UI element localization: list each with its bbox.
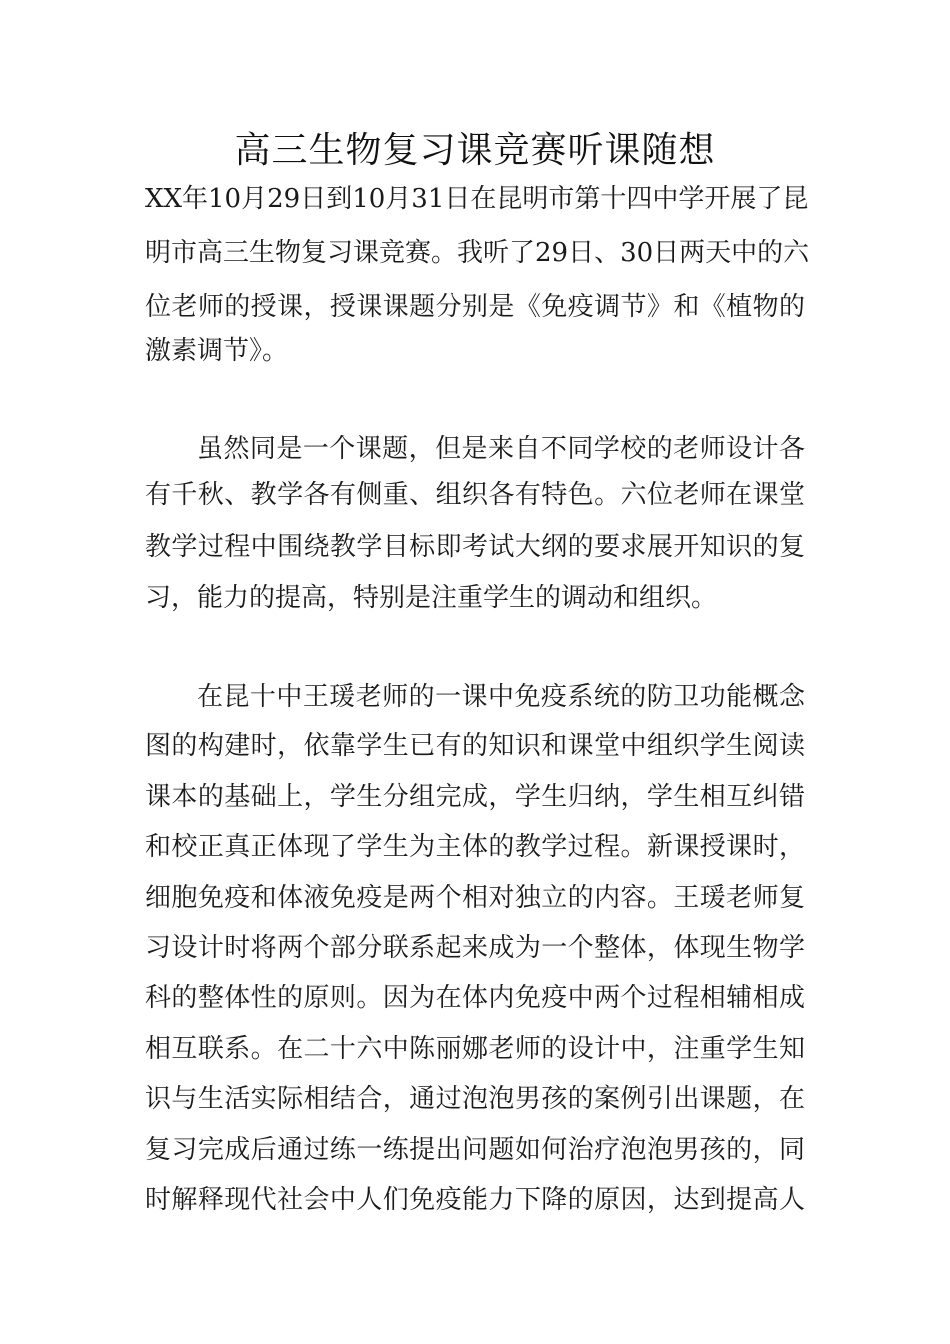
paragraph-2-line-2: 有千秋、教学各有侧重、组织各有特色。六位老师在课堂	[145, 480, 805, 510]
paragraph-1-line-4: 激素调节》。	[145, 336, 289, 366]
paragraph-1-line-2: 明市高三生物复习课竞赛。我听了29日、30日两天中的六	[145, 238, 810, 268]
paragraph-3-line-10: 复习完成后通过练一练提出问题如何治疗泡泡男孩的，同	[145, 1135, 805, 1165]
paragraph-3-line-3: 课本的基础上，学生分组完成，学生归纳，学生相互纠错	[145, 782, 805, 812]
paragraph-2-line-1: 虽然同是一个课题，但是来自不同学校的老师设计各	[197, 434, 805, 464]
paragraph-3-line-8: 相互联系。在二十六中陈丽娜老师的设计中，注重学生知	[145, 1034, 805, 1064]
paragraph-3-line-11: 时解释现代社会中人们免疫能力下降的原因，达到提高人	[145, 1185, 805, 1215]
paragraph-3-line-2: 图的构建时，依靠学生已有的知识和课堂中组织学生阅读	[145, 731, 805, 761]
paragraph-3-line-7: 科的整体性的原则。因为在体内免疫中两个过程相辅相成	[145, 983, 805, 1013]
paragraph-3-line-4: 和校正真正体现了学生为主体的教学过程。新课授课时，	[145, 832, 805, 862]
paragraph-1-line-3: 位老师的授课，授课课题分别是《免疫调节》和《植物的	[145, 292, 805, 322]
paragraph-2-line-3: 教学过程中围绕教学目标即考试大纲的要求展开知识的复	[145, 532, 805, 562]
paragraph-2-line-4: 习，能力的提高，特别是注重学生的调动和组织。	[145, 583, 718, 613]
paragraph-3-line-6: 习设计时将两个部分联系起来成为一个整体，体现生物学	[145, 933, 805, 963]
paragraph-1-line-1: XX年10月29日到10月31日在昆明市第十四中学开展了昆	[145, 184, 809, 214]
paragraph-3-line-1: 在昆十中王瑗老师的一课中免疫系统的防卫功能概念	[197, 682, 805, 712]
paragraph-3-line-5: 细胞免疫和体液免疫是两个相对独立的内容。王瑗老师复	[145, 883, 805, 913]
document-title: 高三生物复习课竞赛听课随想	[234, 130, 716, 171]
paragraph-3-line-9: 识与生活实际相结合，通过泡泡男孩的案例引出课题，在	[145, 1084, 805, 1114]
